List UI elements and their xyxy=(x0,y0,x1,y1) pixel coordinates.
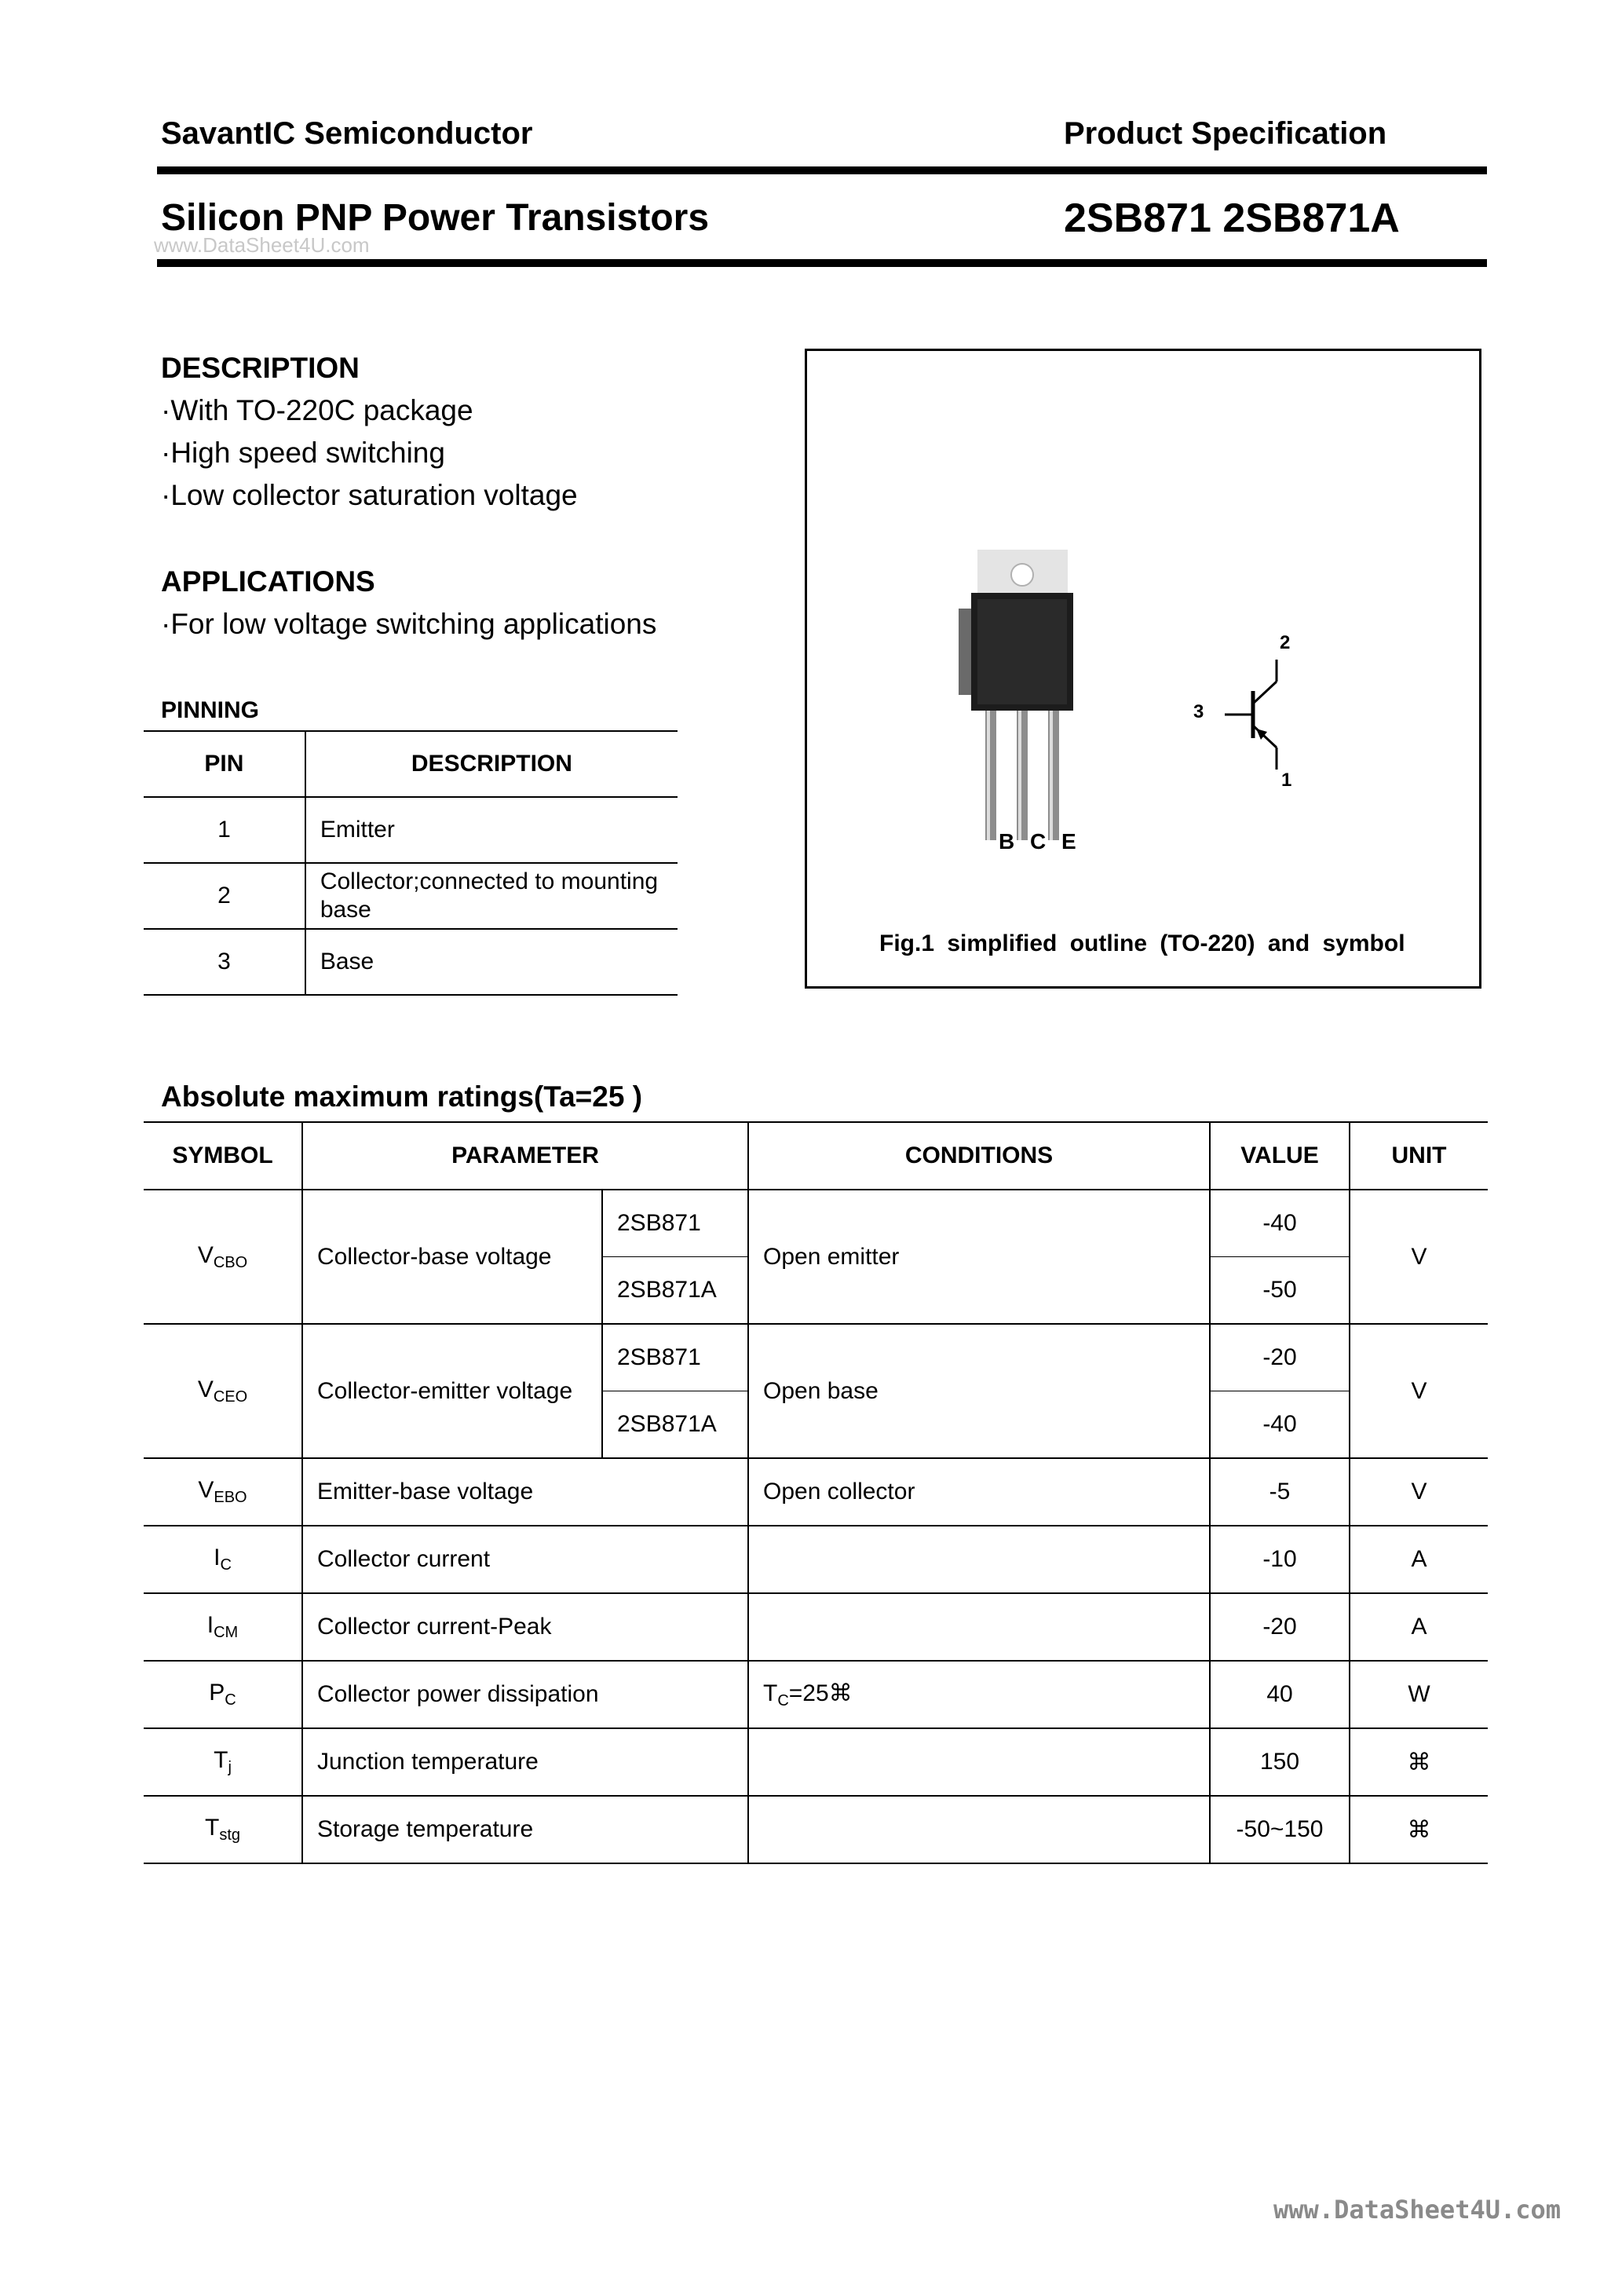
part-cell: 2SB871A xyxy=(602,1391,748,1459)
pin-number: 3 xyxy=(144,929,305,995)
pin-number: 1 xyxy=(144,797,305,863)
conditions-cell: Open emitter xyxy=(748,1190,1210,1324)
value-cell: -50~150 xyxy=(1210,1796,1350,1863)
pin-description: Collector;connected to mounting base xyxy=(305,863,678,929)
description-bullet: ·With TO-220C package xyxy=(161,394,473,426)
symbol-pin-3-label: 3 xyxy=(1193,701,1204,722)
unit-cell: A xyxy=(1350,1593,1488,1661)
ratings-heading: Absolute maximum ratings(Ta=25 ) xyxy=(161,1080,643,1113)
part-cell: 2SB871 xyxy=(602,1324,748,1391)
table-row xyxy=(144,1526,1488,1593)
parameter-cell: Storage temperature xyxy=(302,1796,748,1863)
pnp-transistor-symbol xyxy=(1209,628,1319,801)
description-bullet: ·Low collector saturation voltage xyxy=(161,479,578,511)
watermark-footer: www.DataSheet4U.com xyxy=(1273,2195,1562,2225)
table-row xyxy=(144,1324,1488,1391)
parameter-col-header: PARAMETER xyxy=(302,1122,748,1190)
unit-cell xyxy=(1350,1796,1488,1863)
pin-col-header: PIN xyxy=(144,731,305,797)
pin-description: Emitter xyxy=(305,797,678,863)
value-cell: -5 xyxy=(1210,1458,1350,1526)
part-numbers: 2SB871 2SB871A xyxy=(1064,196,1400,241)
doc-type: Product Specification xyxy=(1064,116,1387,151)
degree-glyph-icon: ⌘ xyxy=(1407,1816,1431,1843)
parameter-cell: Collector-emitter voltage xyxy=(302,1324,602,1458)
symbol-col-header: SYMBOL xyxy=(144,1122,302,1190)
value-cell: -40 xyxy=(1210,1190,1350,1257)
degree-glyph-icon: ⌘ xyxy=(828,1680,853,1706)
symbol-cell: $V_{EBO}$ xyxy=(144,1458,302,1526)
applications-heading: APPLICATIONS xyxy=(161,565,375,598)
conditions-cell xyxy=(748,1593,1210,1661)
pin-number: 2 xyxy=(144,863,305,929)
table-row xyxy=(144,1661,1488,1728)
value-cell: -10 xyxy=(1210,1526,1350,1593)
table-row xyxy=(144,1190,1488,1257)
table-row xyxy=(144,929,678,995)
table-row xyxy=(144,1122,1488,1190)
value-cell: 40 xyxy=(1210,1661,1350,1728)
value-cell: -50 xyxy=(1210,1257,1350,1325)
symbol-cell: $V_{CBO}$ xyxy=(144,1190,302,1324)
table-row xyxy=(144,797,678,863)
to220-package-image xyxy=(954,550,1091,860)
value-cell: 150 xyxy=(1210,1728,1350,1796)
conditions-cell xyxy=(748,1526,1210,1593)
degree-glyph-icon: ⌘ xyxy=(1407,1749,1431,1775)
applications-bullet: ·For low voltage switching applications xyxy=(161,608,657,640)
header-rule-top xyxy=(157,166,1487,174)
parameter-cell: Collector current xyxy=(302,1526,748,1593)
parameter-cell: Collector-base voltage xyxy=(302,1190,602,1324)
conditions-cell xyxy=(748,1728,1210,1796)
description-heading: DESCRIPTION xyxy=(161,352,360,384)
conditions-cell: Open collector xyxy=(748,1458,1210,1526)
desc-col-header: DESCRIPTION xyxy=(305,731,678,797)
doc-title: Silicon PNP Power Transistors xyxy=(161,197,710,239)
table-row xyxy=(144,1796,1488,1863)
figure-box xyxy=(805,349,1481,989)
parameter-cell: Emitter-base voltage xyxy=(302,1458,748,1526)
value-cell: -40 xyxy=(1210,1391,1350,1459)
company-name: SavantIC Semiconductor xyxy=(161,116,533,151)
symbol-cell: $V_{CEO}$ xyxy=(144,1324,302,1458)
symbol-cell: $T_{stg}$ xyxy=(144,1796,302,1863)
conditions-cell xyxy=(748,1796,1210,1863)
unit-col-header: UNIT xyxy=(1350,1122,1488,1190)
ratings-table xyxy=(144,1121,1488,1864)
description-bullet: ·High speed switching xyxy=(161,437,445,469)
value-cell: -20 xyxy=(1210,1593,1350,1661)
unit-cell: V xyxy=(1350,1458,1488,1526)
pin-description: Base xyxy=(305,929,678,995)
lead-labels: B C E xyxy=(999,829,1081,854)
value-cell: -20 xyxy=(1210,1324,1350,1391)
watermark-top: www.DataSheet4U.com xyxy=(154,233,370,257)
symbol-pin-1-label: 1 xyxy=(1281,770,1292,791)
unit-cell xyxy=(1350,1728,1488,1796)
table-row xyxy=(144,731,678,797)
unit-cell: V xyxy=(1350,1324,1488,1458)
value-col-header: VALUE xyxy=(1210,1122,1350,1190)
symbol-cell: $I_C$ xyxy=(144,1526,302,1593)
parameter-cell: Collector power dissipation xyxy=(302,1661,748,1728)
parameter-cell: Junction temperature xyxy=(302,1728,748,1796)
unit-cell: W xyxy=(1350,1661,1488,1728)
part-cell: 2SB871 xyxy=(602,1190,748,1257)
table-row xyxy=(144,1593,1488,1661)
pinning-heading: PINNING xyxy=(161,697,260,723)
symbol-pin-2-label: 2 xyxy=(1280,632,1291,653)
unit-cell: A xyxy=(1350,1526,1488,1593)
table-row xyxy=(144,1728,1488,1796)
symbol-cell: $I_{CM}$ xyxy=(144,1593,302,1661)
parameter-cell: Collector current-Peak xyxy=(302,1593,748,1661)
table-row xyxy=(144,863,678,929)
part-cell: 2SB871A xyxy=(602,1257,748,1325)
conditions-cell: Open base xyxy=(748,1324,1210,1458)
symbol-cell: $P_C$ xyxy=(144,1661,302,1728)
header-rule-bottom xyxy=(157,259,1487,267)
unit-cell: V xyxy=(1350,1190,1488,1324)
figure-caption: Fig.1 simplified outline (TO-220) and symbol xyxy=(879,930,1405,956)
table-row xyxy=(144,1458,1488,1526)
symbol-cell: $T_j$ xyxy=(144,1728,302,1796)
pinning-table xyxy=(144,730,678,996)
conditions-cell: $T_C=25⌘$ xyxy=(748,1661,1210,1728)
conditions-col-header: CONDITIONS xyxy=(748,1122,1210,1190)
